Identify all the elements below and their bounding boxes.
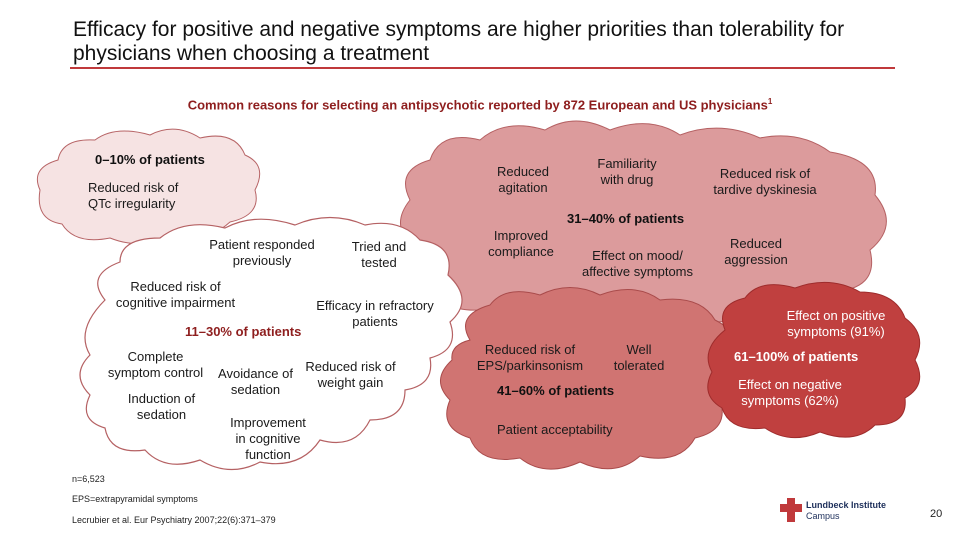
reason-patient-acceptability: Patient acceptability (497, 422, 613, 437)
cloud-41-60 (440, 288, 735, 470)
lundbeck-logo-icon (780, 498, 802, 527)
reason-complete-control: Complete symptom control (107, 349, 204, 380)
reason-familiarity: Familiarity with drug (597, 156, 657, 187)
reason-reduced-agitation: Reduced agitation (496, 164, 550, 195)
reason-cognitive-impairment: Reduced risk of cognitive impairment (115, 279, 236, 310)
reason-negative-symptoms: Effect on negative symptoms (62%) (738, 377, 842, 408)
reason-improved-compliance: Improved compliance (488, 228, 554, 259)
reason-well-tolerated: Well tolerated (613, 342, 665, 373)
group-label-11-30: 11–30% of patients (185, 324, 302, 339)
reason-responded-previously: Patient responded previously (209, 237, 315, 268)
sample-size: n=6,523 (72, 474, 105, 484)
reference: Lecrubier et al. Eur Psychiatry 2007;22(6):371–379 (72, 515, 276, 525)
group-label-41-60: 41–60% of patients (497, 383, 615, 398)
logo-text: Lundbeck Institute Campus (806, 500, 887, 521)
group-label-61-100: 61–100% of patients (734, 349, 859, 364)
reason-mood: Effect on mood/ affective symptoms (581, 248, 694, 279)
group-label-31-40: 31–40% of patients (567, 211, 685, 226)
reason-induction-sedation: Induction of sedation (127, 391, 196, 422)
reason-reduced-aggression: Reduced aggression (724, 236, 788, 267)
reason-weight-gain: Reduced risk of weight gain (305, 359, 396, 390)
reason-avoid-sedation: Avoidance of sedation (218, 366, 293, 397)
reason-eps: Reduced risk of EPS/parkinsonism (476, 342, 584, 373)
abbreviation-note: EPS=extrapyramidal symptoms (72, 494, 198, 504)
reason-tried-tested: Tried and tested (351, 239, 407, 270)
reason-tardive-dyskinesia: Reduced risk of tardive dyskinesia (713, 166, 817, 197)
page-number: 20 (930, 508, 943, 520)
diagram-subtitle: Common reasons for selecting an antipsychotic reported by 872 European and US physicians$^1$ (187, 97, 773, 113)
reason-positive-symptoms: Effect on positive symptoms (91%) (786, 308, 886, 339)
reason-qtc: Reduced risk of QTc irregularity (88, 180, 179, 211)
page-title: Efficacy for positive and negative symptoms are higher priorities than tolerability for physicians when choosing a treatment (73, 18, 845, 65)
reason-refractory: Efficacy in refractory patients (316, 298, 434, 329)
group-label-0-10: 0–10% of patients (95, 152, 205, 167)
reason-cognitive-function: Improvement in cognitive function (230, 415, 306, 462)
